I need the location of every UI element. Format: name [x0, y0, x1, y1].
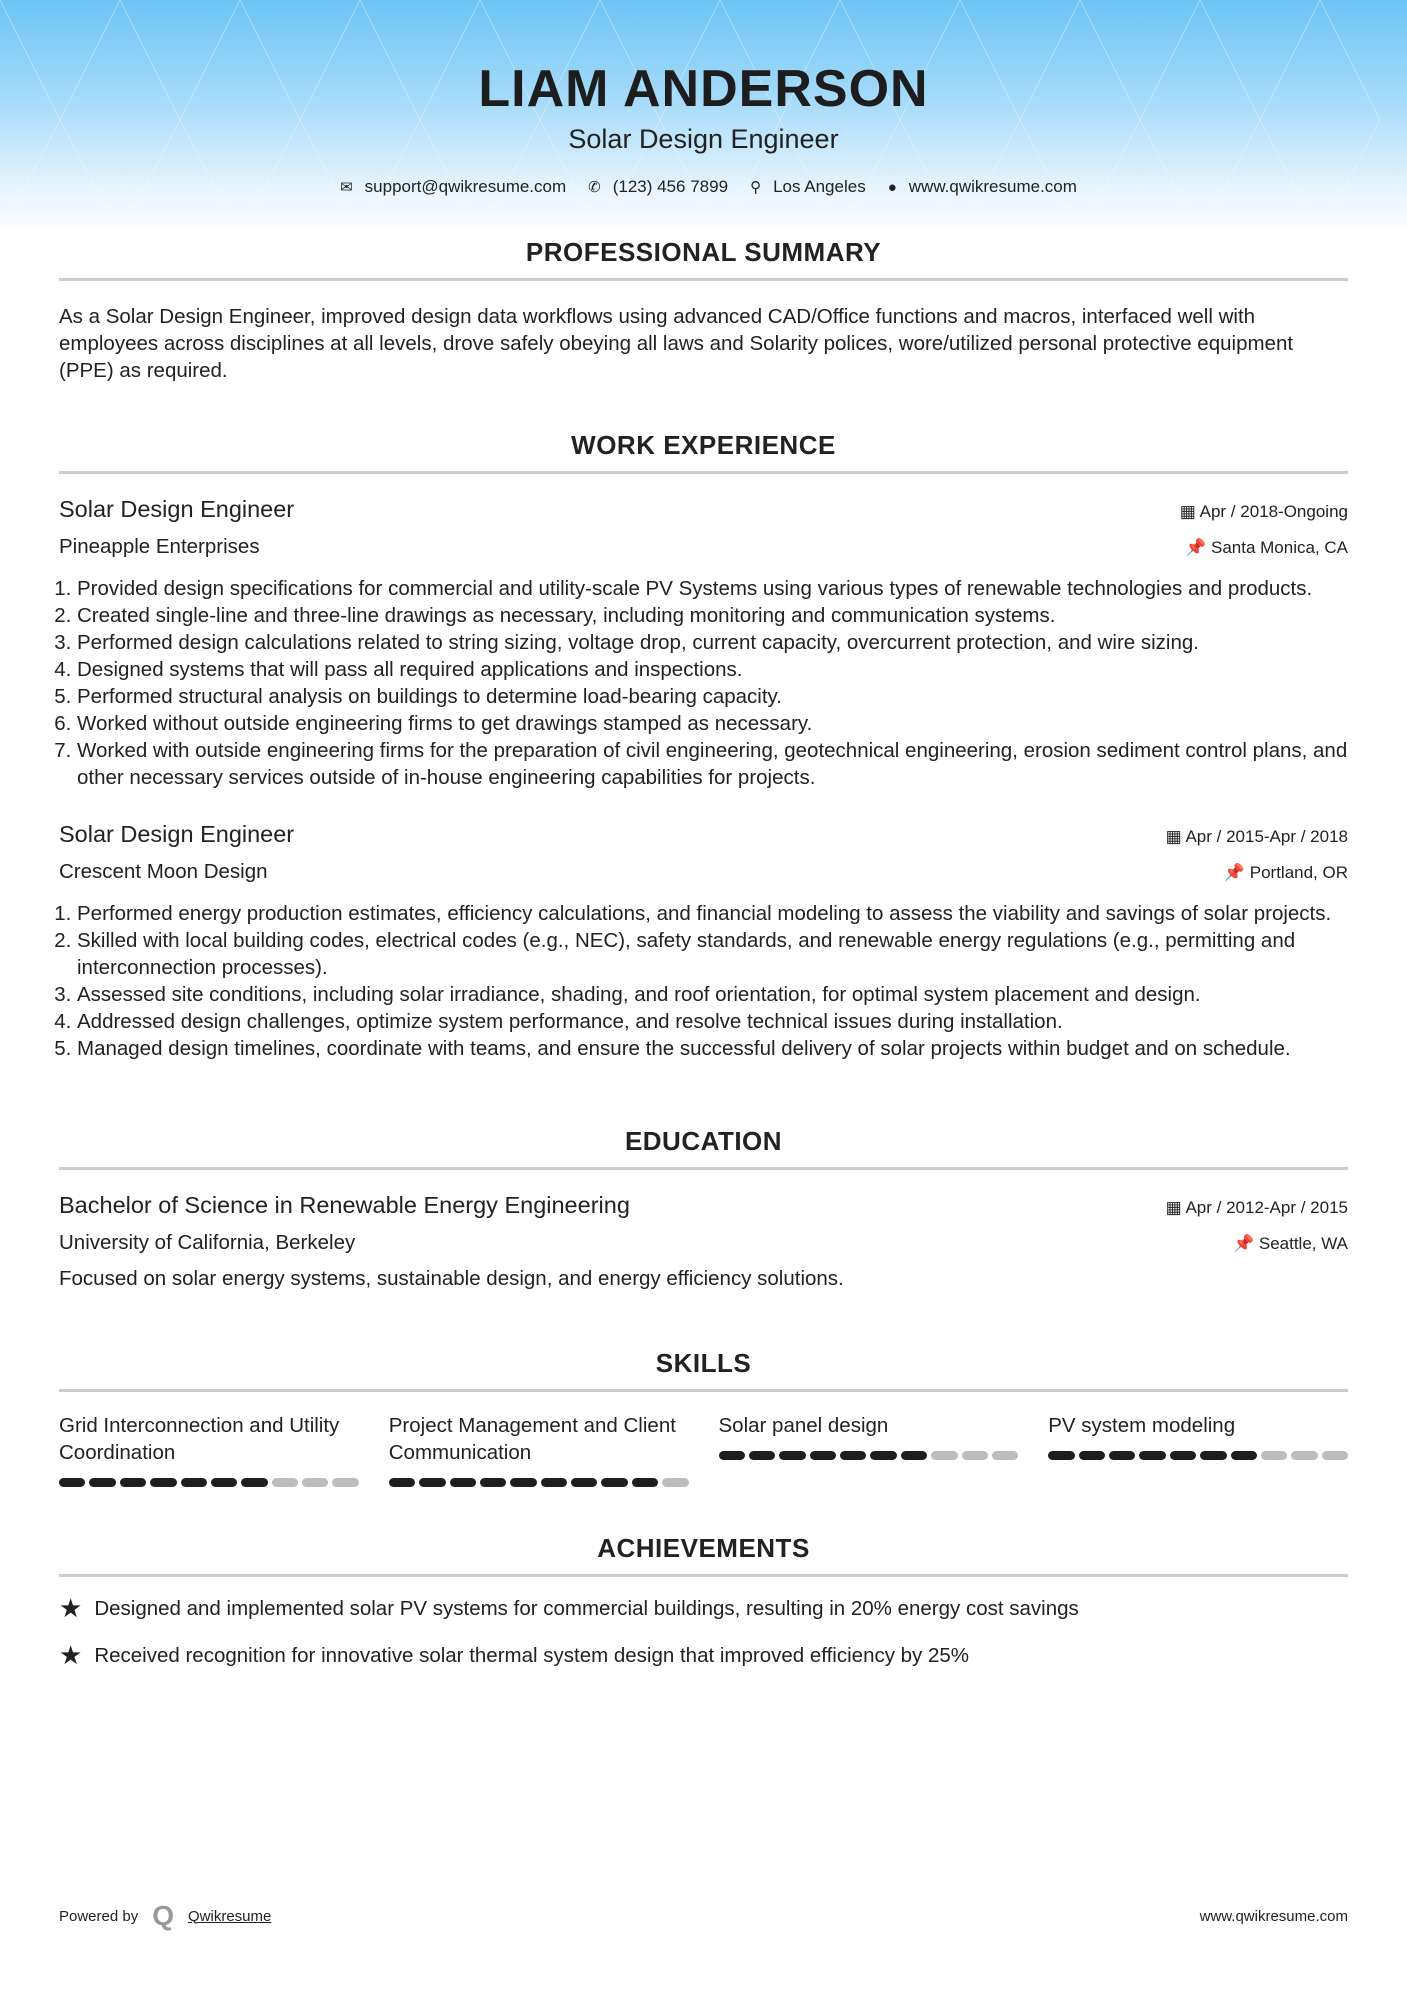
education-dates: Apr / 2012-Apr / 2015 — [1185, 1198, 1348, 1217]
job-bullets — [59, 900, 1348, 1062]
qwikresume-logo-icon: Q — [152, 1900, 174, 1931]
skill-level-segment — [779, 1451, 805, 1460]
star-icon: ★ — [59, 1593, 83, 1623]
skill-level-segment — [1200, 1451, 1226, 1460]
skill-level-segment — [211, 1478, 237, 1487]
candidate-title: Solar Design Engineer — [568, 124, 839, 154]
phone-text: (123) 456 7899 — [612, 177, 729, 196]
resume-header — [0, 0, 1407, 235]
skill-level-segment — [302, 1478, 328, 1487]
footer — [59, 1900, 1348, 1932]
school: University of California, Berkeley — [59, 1231, 356, 1254]
skill-level-segment — [1170, 1451, 1196, 1460]
skill-level-segment — [89, 1478, 115, 1487]
phone-icon: ✆ — [588, 179, 601, 196]
skill-level-segment — [1291, 1451, 1317, 1460]
calendar-icon: ▦ — [1179, 502, 1200, 521]
skill-level-segment — [992, 1451, 1018, 1460]
calendar-icon: ▦ — [1165, 827, 1186, 846]
achievement-item — [59, 1640, 1348, 1671]
job-location: Santa Monica, CA — [1210, 538, 1348, 557]
achievement-text: Received recognition for innovative solar thermal system design that improved efficiency by 25% — [94, 1643, 970, 1667]
skill-name: Project Management and Client Communication — [388, 1414, 676, 1464]
job-entry — [59, 496, 1348, 791]
job-bullet: 2. Created single-line and three-line drawings as necessary, including monitoring and communication systems. — [77, 602, 1348, 629]
skill-level-bar — [1048, 1451, 1348, 1460]
job-location: Portland, OR — [1249, 863, 1348, 882]
location-text: Los Angeles — [773, 177, 866, 196]
skill-level-segment — [389, 1478, 415, 1487]
skill-level-segment — [332, 1478, 358, 1487]
skill-level-segment — [840, 1451, 866, 1460]
skill-level-segment — [272, 1478, 298, 1487]
calendar-icon: ▦ — [1165, 1198, 1186, 1217]
skill-level-segment — [1139, 1451, 1165, 1460]
job-dates: Apr / 2018-Ongoing — [1199, 502, 1348, 521]
job-bullet: 4. Addressed design challenges, optimize system performance, and resolve technical issues during installation. — [77, 1008, 1348, 1035]
education-heading: EDUCATION — [59, 1126, 1348, 1170]
education-location: Seattle, WA — [1258, 1234, 1348, 1253]
skill-level-segment — [450, 1478, 476, 1487]
brand-link[interactable]: Qwikresume — [188, 1907, 272, 1925]
skill-level-segment — [120, 1478, 146, 1487]
skill-level-bar — [59, 1478, 359, 1487]
skill-level-segment — [419, 1478, 445, 1487]
skill-level-segment — [181, 1478, 207, 1487]
job-bullet: 5. Performed structural analysis on buildings to determine load-bearing capacity. — [77, 683, 1348, 710]
work-heading: WORK EXPERIENCE — [59, 430, 1348, 474]
skill-item — [1048, 1412, 1348, 1487]
skill-level-segment — [1261, 1451, 1287, 1460]
achievements-heading: ACHIEVEMENTS — [59, 1533, 1348, 1577]
skill-level-bar — [719, 1451, 1019, 1460]
map-pin-icon: ⚲ — [750, 179, 762, 196]
degree: Bachelor of Science in Renewable Energy Engineering — [59, 1192, 630, 1218]
company: Pineapple Enterprises — [59, 535, 260, 558]
candidate-name: LIAM ANDERSON — [478, 60, 929, 118]
pin-icon: 📌 — [1232, 1234, 1259, 1253]
skill-level-segment — [241, 1478, 267, 1487]
job-title: Solar Design Engineer — [59, 821, 295, 847]
skill-level-segment — [632, 1478, 658, 1487]
job-dates: Apr / 2015-Apr / 2018 — [1185, 827, 1348, 846]
star-icon: ★ — [59, 1640, 83, 1670]
summary-heading: PROFESSIONAL SUMMARY — [59, 237, 1348, 281]
skill-level-segment — [962, 1451, 988, 1460]
skill-level-segment — [1322, 1451, 1348, 1460]
skill-level-segment — [1231, 1451, 1257, 1460]
job-bullet: 7. Worked with outside engineering firms for the preparation of civil engineering, geotechnical engineering, erosion sediment control plans, and other necessary services outside of in-house engineering capabilities for projects. — [77, 737, 1348, 791]
skill-level-segment — [1048, 1451, 1074, 1460]
job-bullet: 1. Performed energy production estimates, efficiency calculations, and financial modeling to assess the viability and savings of solar projects. — [77, 900, 1348, 927]
skill-level-segment — [571, 1478, 597, 1487]
company: Crescent Moon Design — [59, 860, 268, 883]
skill-level-segment — [870, 1451, 896, 1460]
skill-level-segment — [1109, 1451, 1135, 1460]
pin-icon: 📌 — [1223, 863, 1250, 882]
skill-level-segment — [662, 1478, 688, 1487]
email-link[interactable]: support@qwikresume.com — [364, 177, 567, 196]
skill-level-segment — [480, 1478, 506, 1487]
skill-name: PV system modeling — [1048, 1414, 1236, 1437]
skill-level-segment — [749, 1451, 775, 1460]
achievement-item — [59, 1593, 1348, 1624]
job-bullets — [59, 575, 1348, 791]
skill-level-segment — [810, 1451, 836, 1460]
skill-item — [389, 1412, 689, 1487]
skill-name: Solar panel design — [718, 1414, 889, 1437]
job-bullet: 6. Worked without outside engineering firms to get drawings stamped as necessary. — [77, 710, 1348, 737]
job-bullet: 2. Skilled with local building codes, electrical codes (e.g., NEC), safety standards, and renewable energy regulations (e.g., permitting and interconnection processes). — [77, 927, 1348, 981]
skill-level-segment — [510, 1478, 536, 1487]
skill-level-segment — [931, 1451, 957, 1460]
skill-level-bar — [389, 1478, 689, 1487]
skill-level-segment — [901, 1451, 927, 1460]
envelope-icon: ✉ — [340, 179, 353, 196]
job-bullet: 3. Assessed site conditions, including solar irradiance, shading, and roof orientation, for optimal system placement and design. — [77, 981, 1348, 1008]
achievement-text: Designed and implemented solar PV systems for commercial buildings, resulting in 20% energy cost savings — [94, 1596, 1079, 1620]
skills-heading: SKILLS — [59, 1348, 1348, 1392]
skill-name: Grid Interconnection and Utility Coordination — [59, 1414, 340, 1464]
skill-item — [719, 1412, 1019, 1487]
powered-by-label: Powered by — [59, 1907, 139, 1925]
website-link[interactable]: www.qwikresume.com — [908, 177, 1077, 196]
skill-level-segment — [719, 1451, 745, 1460]
job-bullet: 5. Managed design timelines, coordinate with teams, and ensure the successful delivery of solar projects within budget and on schedule. — [77, 1035, 1348, 1062]
skill-level-segment — [150, 1478, 176, 1487]
job-title: Solar Design Engineer — [59, 496, 295, 522]
job-bullet: 3. Performed design calculations related to string sizing, voltage drop, current capacity, overcurrent protection, and wire sizing. — [77, 629, 1348, 656]
skill-level-segment — [601, 1478, 627, 1487]
skill-level-segment — [1079, 1451, 1105, 1460]
skill-item — [59, 1412, 359, 1487]
job-bullet: 4. Designed systems that will pass all required applications and inspections. — [77, 656, 1348, 683]
footer-website[interactable]: www.qwikresume.com — [1199, 1907, 1348, 1925]
skill-level-segment — [541, 1478, 567, 1487]
job-entry — [59, 821, 1348, 1062]
education-description: Focused on solar energy systems, sustainable design, and energy efficiency solutions. — [59, 1267, 844, 1290]
pin-icon: 📌 — [1185, 538, 1211, 557]
summary-text: As a Solar Design Engineer, improved design data workflows using advanced CAD/Office functions and macros, interfaced well with employees across disciplines at all levels, drove safely obeying all laws and Solarity polices, wore/utilized personal protective equipment (PPE) as required. — [59, 305, 1294, 382]
contact-info — [0, 177, 1407, 197]
skill-level-segment — [59, 1478, 85, 1487]
job-bullet: 1. Provided design specifications for commercial and utility-scale PV Systems using various types of renewable technologies and products. — [77, 575, 1348, 602]
globe-icon: ● — [887, 178, 897, 196]
education-entry — [59, 1192, 1348, 1292]
